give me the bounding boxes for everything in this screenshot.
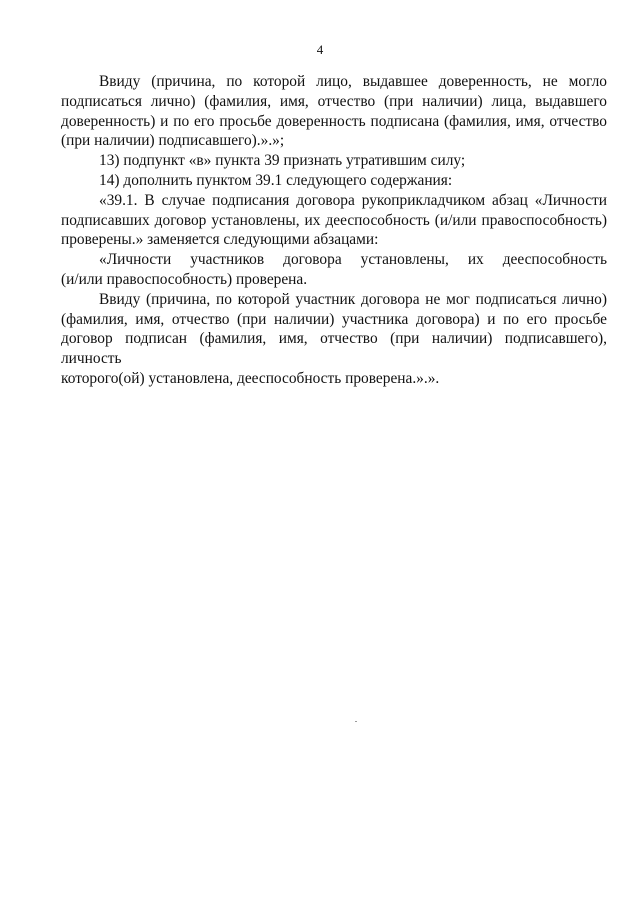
scan-speck [355,721,357,722]
text-line: «39.1. В случае подписания договора рукоприкладчиком абзац «Личности [99,191,607,209]
paragraph-signature-by-assistant [61,290,607,389]
text-line: подписавших договор установлены, их дееспособность (и/или правоспособность) [61,211,607,229]
text-line: договор подписан (фамилия, имя, отчество (при наличии) подписавшего), личность [61,330,607,368]
text-line: (при наличии) подписавшего).».»; [61,132,285,150]
text-line: Ввиду (причина, по которой участник договора не мог подписаться лично) [99,290,607,308]
text-line: которого(ой) установлена, дееспособность проверена.».». [61,369,440,387]
paragraph-identities-verified [61,250,607,290]
text-line: 13) подпункт «в» пункта 39 признать утратившим силу; [99,152,466,170]
paragraph-item-13 [61,151,607,171]
text-line: Ввиду (причина, по которой лицо, выдавшее доверенность, не могло [99,73,607,90]
text-line: (фамилия, имя, отчество (при наличии) участника договора) и по его просьбе [61,310,607,328]
text-line: (и/или правоспособность) проверена. [61,270,308,288]
text-line: «Личности участников договора установлены, их дееспособность [99,251,607,269]
document-body [61,72,607,389]
page-number: 4 [316,42,324,57]
paragraph-item-14 [61,171,607,191]
text-line: доверенность) и по его просьбе доверенность подписана (фамилия, имя, отчество [61,112,607,130]
text-line: подписаться лично) (фамилия, имя, отчество (при наличии) лица, выдавшего [61,92,607,110]
text-line: проверены.» заменяется следующими абзацами: [61,231,379,249]
paragraph-39-1 [61,191,607,250]
paragraph-signature-by-proxy [61,72,607,151]
text-line: 14) дополнить пунктом 39.1 следующего содержания: [99,171,453,189]
